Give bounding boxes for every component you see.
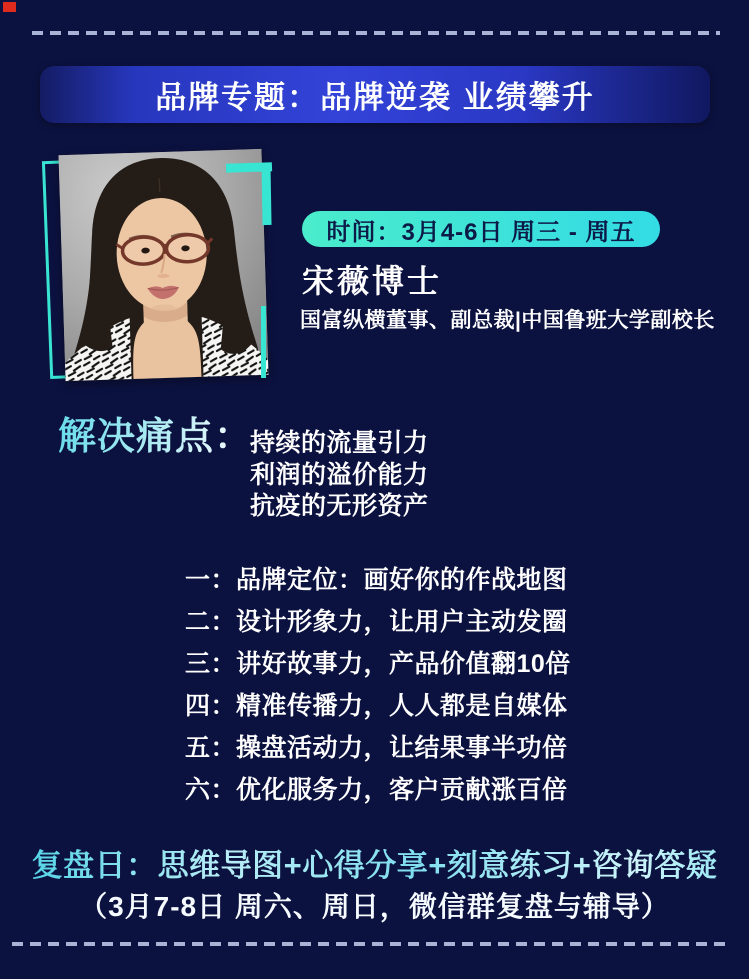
curriculum-item-5: 五：操盘活动力，让结果事半功倍	[185, 734, 568, 762]
corner-red-mark	[3, 2, 16, 12]
curriculum-item-1: 一：品牌定位：画好你的作战地图	[185, 566, 568, 594]
review-day-note: （3月7-8日 周六、周日，微信群复盘与辅导）	[79, 891, 670, 922]
curriculum-item-3: 三：讲好故事力，产品价值翻10倍	[185, 650, 571, 678]
photo-corner-accent-vertical	[261, 163, 271, 225]
curriculum-item-2: 二：设计形象力，让用户主动发圈	[185, 608, 568, 636]
topic-banner	[40, 66, 710, 123]
pain-point-item: 持续的流量引力	[250, 429, 429, 457]
speaker-portrait-illustration	[59, 149, 269, 381]
review-day-headline: 复盘日：思维导图+心得分享+刻意练习+咨询答疑	[0, 840, 749, 885]
pain-points-list	[250, 428, 429, 523]
photo-right-edge-accent	[261, 306, 266, 378]
top-dashed-divider	[32, 31, 720, 35]
speaker-photo	[59, 149, 269, 381]
pain-point-item: 抗疫的无形资产	[250, 492, 429, 520]
curriculum-list	[185, 559, 571, 811]
bottom-dashed-divider	[12, 942, 732, 946]
speaker-title: 国富纵横董事、副总裁|中国鲁班大学副校长	[300, 309, 715, 332]
curriculum-item-4: 四：精准传播力，人人都是自媒体	[185, 692, 568, 720]
speaker-name: 宋薇博士	[302, 263, 443, 299]
curriculum-item-6: 六：优化服务力，客户贡献涨百倍	[185, 776, 568, 804]
time-badge-text: 时间：3月4-6日 周三 - 周五	[326, 218, 636, 246]
pain-points-heading: 解决痛点：	[58, 405, 253, 460]
time-badge	[302, 211, 660, 247]
topic-banner-title: 品牌专题：品牌逆袭 业绩攀升	[155, 80, 595, 115]
pain-point-item: 利润的溢价能力	[250, 460, 429, 489]
